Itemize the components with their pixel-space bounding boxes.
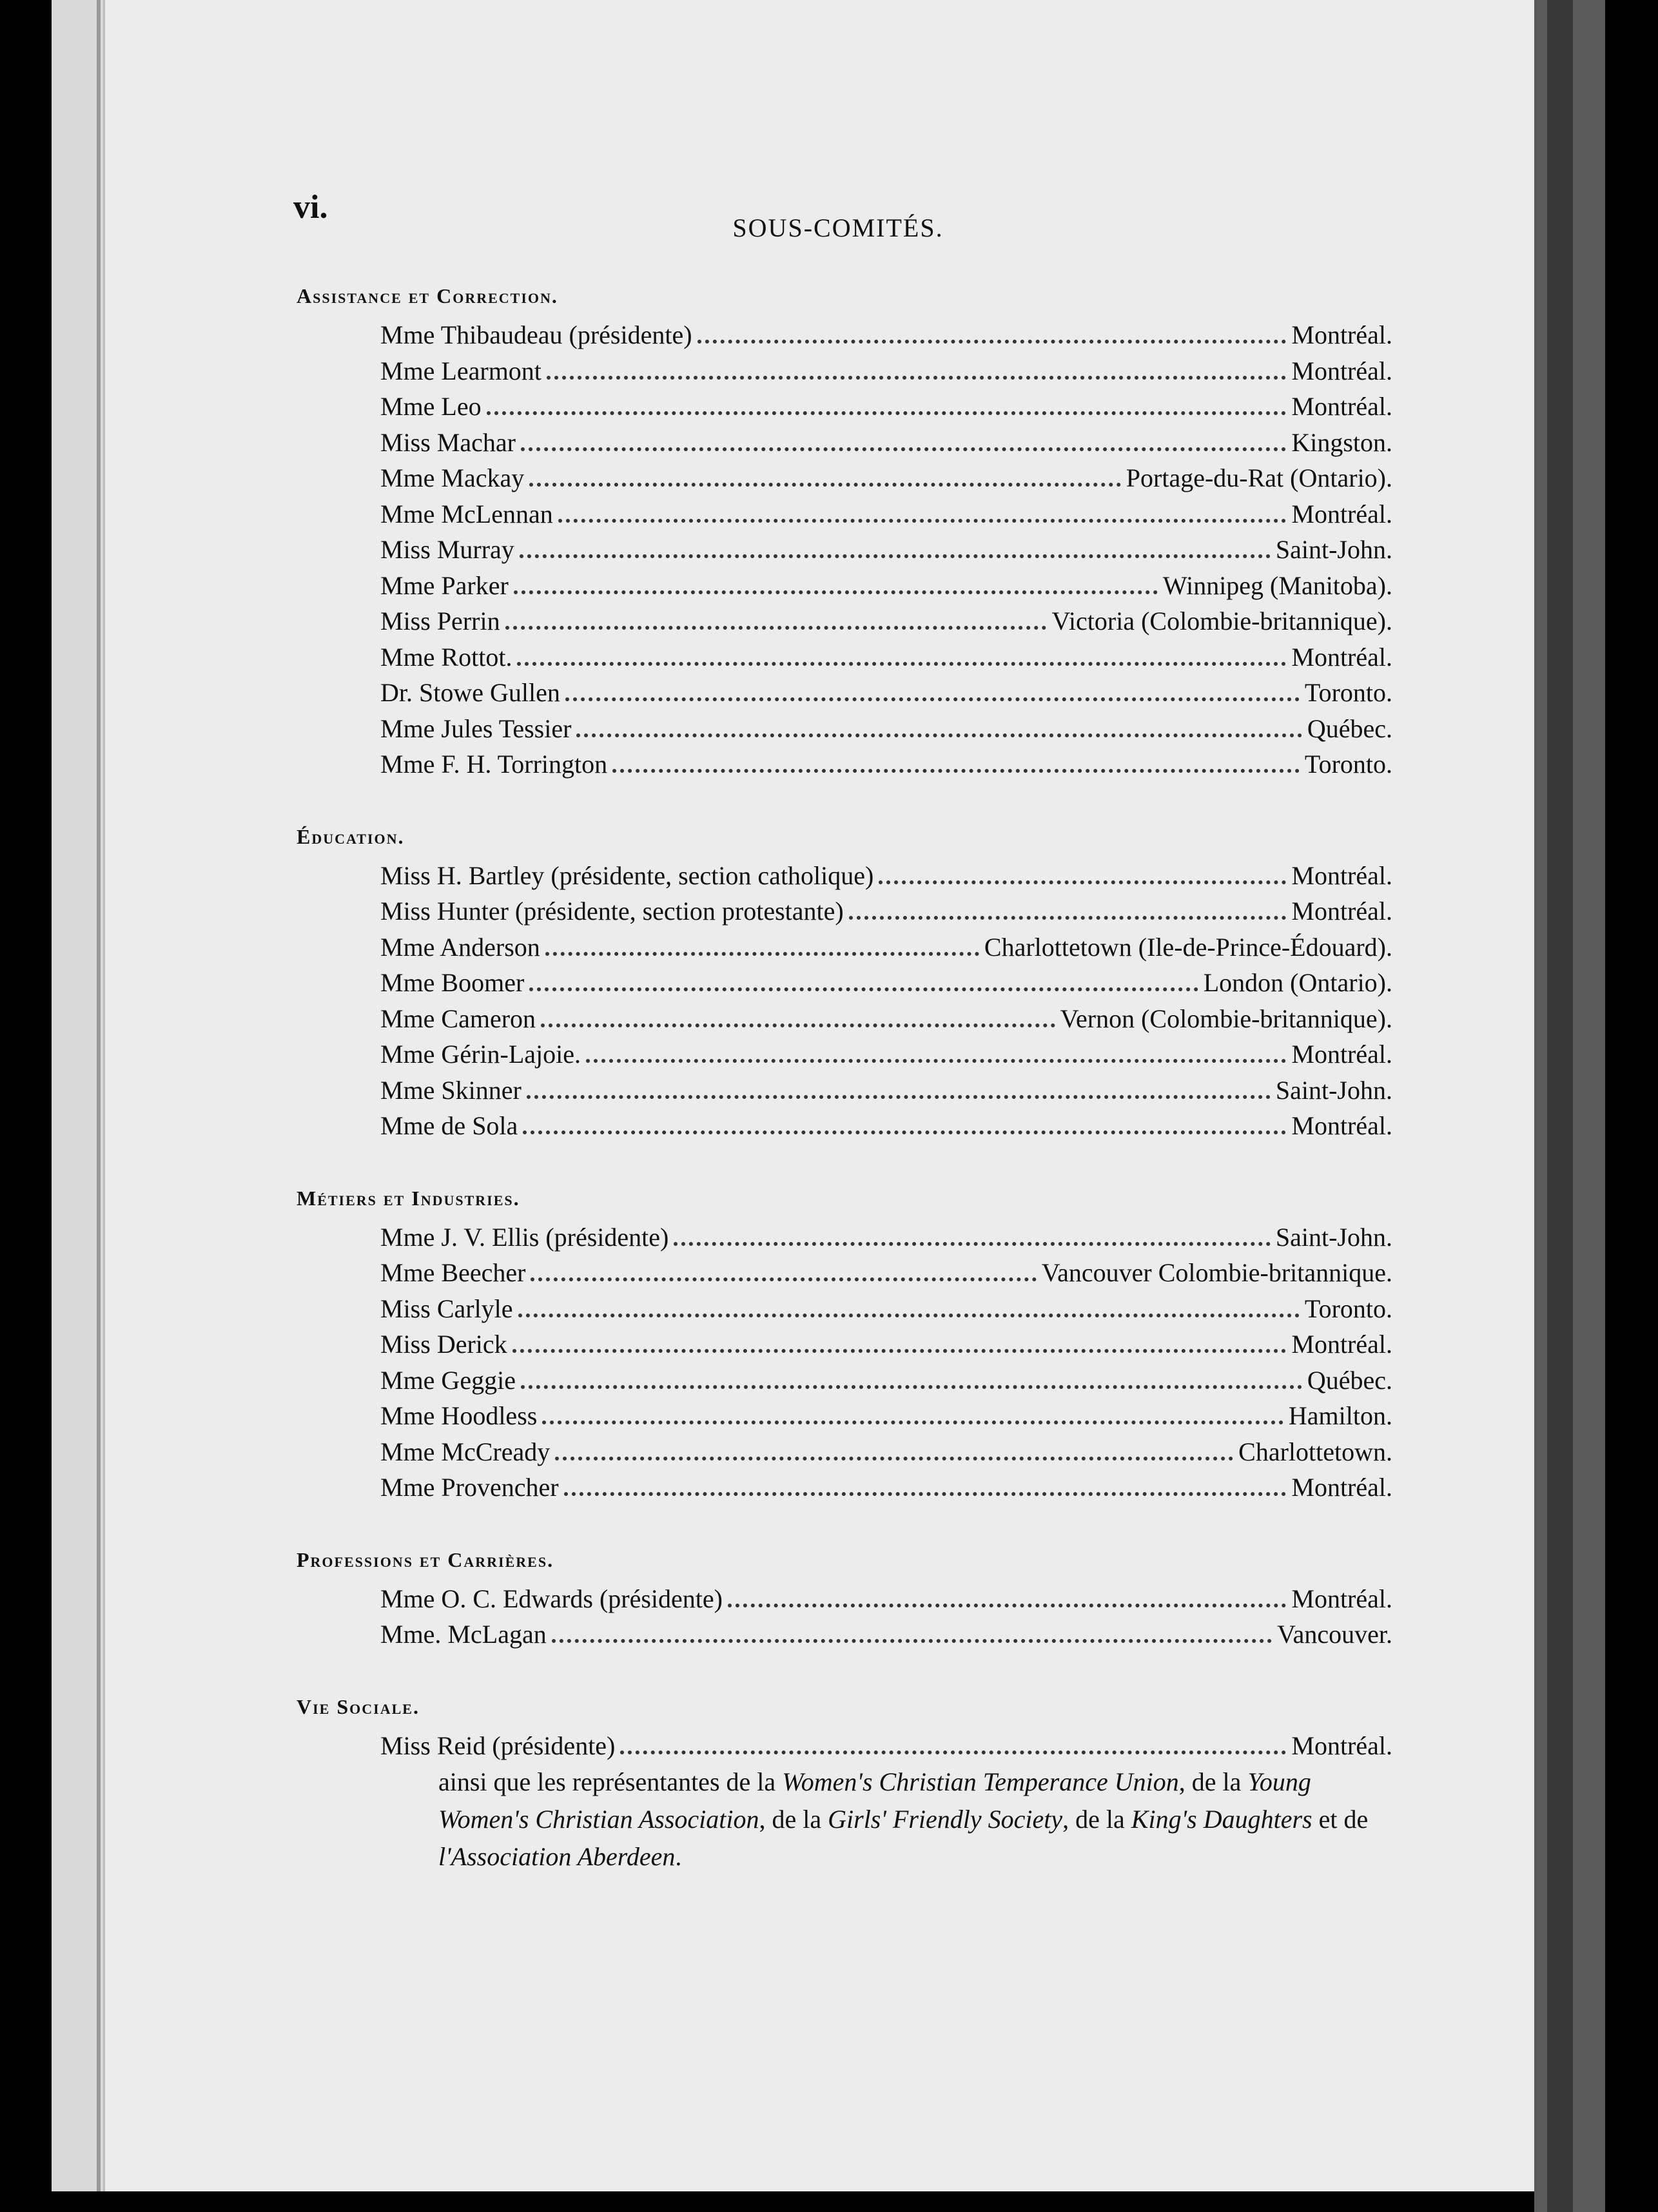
dot-leader xyxy=(531,1277,1036,1281)
dot-leader xyxy=(564,1492,1287,1496)
page-content xyxy=(284,193,1392,1918)
member-name: Miss Carlyle xyxy=(380,1294,513,1323)
section-title: Vie Sociale. xyxy=(297,1694,420,1718)
member-entry xyxy=(380,389,1392,425)
member-entry xyxy=(380,1108,1392,1144)
organization-name: Young Women's Christian Association xyxy=(438,1767,1311,1834)
member-name: Miss Perrin xyxy=(380,606,500,635)
note-text: et de xyxy=(1312,1805,1369,1834)
organization-name: l'Association Aberdeen xyxy=(438,1842,676,1871)
member-place: Victoria (Colombie-britannique). xyxy=(1051,606,1392,635)
member-entry xyxy=(380,965,1392,1001)
section-title: Éducation. xyxy=(297,824,405,848)
member-name: Mme Mackay xyxy=(380,463,525,492)
member-place: Québec. xyxy=(1307,1365,1392,1395)
dot-leader xyxy=(512,1349,1287,1353)
member-place: Montréal. xyxy=(1291,1584,1392,1613)
member-entry xyxy=(380,425,1392,461)
member-place: Montréal. xyxy=(1291,1330,1392,1359)
dot-leader xyxy=(728,1604,1286,1607)
organization-name: Girls' Friendly Society xyxy=(828,1805,1063,1834)
dot-leader xyxy=(697,340,1287,344)
committee-section xyxy=(284,1695,1392,1876)
dot-leader xyxy=(520,554,1271,558)
member-place: Winnipeg (Manitoba). xyxy=(1162,570,1392,600)
member-entry xyxy=(380,1434,1392,1470)
organization-name: King's Daughters xyxy=(1131,1805,1312,1834)
note-text: , de la xyxy=(759,1805,828,1834)
inner-page-edge xyxy=(97,0,101,2191)
member-name: Mme Cameron xyxy=(380,1004,536,1033)
spine-shadow xyxy=(1547,0,1573,2212)
member-place: Hamilton. xyxy=(1288,1401,1392,1430)
dot-leader xyxy=(527,1095,1271,1099)
member-entry xyxy=(380,1616,1392,1653)
member-place: Montréal. xyxy=(1291,1473,1392,1502)
member-place: Toronto. xyxy=(1304,678,1392,707)
member-entry xyxy=(380,603,1392,639)
dot-leader xyxy=(879,880,1286,884)
member-place: Montréal. xyxy=(1291,897,1392,926)
member-name: Miss Derick xyxy=(380,1330,507,1359)
dot-leader xyxy=(558,519,1287,523)
dot-leader xyxy=(521,447,1286,451)
member-place: Montréal. xyxy=(1291,1731,1392,1760)
member-name: Mme Anderson xyxy=(380,932,540,962)
dot-leader xyxy=(620,1751,1286,1754)
note-text: , de la xyxy=(1178,1767,1248,1796)
member-entry xyxy=(380,1219,1392,1256)
dot-leader xyxy=(541,1024,1055,1027)
member-name: Mme McCready xyxy=(380,1437,551,1466)
member-place: Montréal. xyxy=(1291,499,1392,529)
member-place: Saint-John. xyxy=(1275,1222,1392,1252)
member-name: Miss Hunter (présidente, section protestante) xyxy=(380,897,844,926)
member-entry xyxy=(380,1036,1392,1072)
member-name: Miss Reid (présidente) xyxy=(380,1731,616,1760)
member-place: Québec. xyxy=(1307,713,1392,743)
member-entry xyxy=(380,675,1392,711)
dot-leader xyxy=(674,1242,1271,1246)
dot-leader xyxy=(517,662,1286,666)
dot-leader xyxy=(547,376,1286,380)
member-entry xyxy=(380,1072,1392,1109)
member-entry xyxy=(380,711,1392,747)
member-entry xyxy=(380,1363,1392,1399)
member-place: Charlottetown. xyxy=(1238,1437,1392,1466)
member-name: Mme Rottot. xyxy=(380,642,512,672)
member-name: Mme Hoodless xyxy=(380,1401,538,1430)
member-place: Vernon (Colombie-britannique). xyxy=(1060,1004,1392,1033)
section-title: Professions et Carrières. xyxy=(297,1547,554,1571)
member-entry xyxy=(380,893,1392,929)
dot-leader xyxy=(545,952,979,956)
section-note xyxy=(438,1763,1392,1876)
member-entry xyxy=(380,1326,1392,1363)
member-place: Charlottetown (Ile-de-Prince-Édouard). xyxy=(984,932,1392,962)
member-name: Mme Parker xyxy=(380,570,509,600)
committee-section xyxy=(284,1187,1392,1506)
committee-section xyxy=(284,1548,1392,1653)
member-place: Montréal. xyxy=(1291,392,1392,421)
note-text: . xyxy=(675,1842,682,1871)
dot-leader xyxy=(487,411,1287,415)
member-place: Montréal. xyxy=(1291,860,1392,890)
member-name: Mme Provencher xyxy=(380,1473,559,1502)
dot-leader xyxy=(523,1130,1286,1134)
member-name: Mme Leo xyxy=(380,392,482,421)
member-entry xyxy=(380,929,1392,965)
member-place: Montréal. xyxy=(1291,1111,1392,1140)
member-entry xyxy=(380,317,1392,353)
member-name: Mme Thibaudeau (présidente) xyxy=(380,320,692,349)
note-text: , de la xyxy=(1062,1805,1131,1834)
committee-section xyxy=(284,284,1392,782)
organization-name: Women's Christian Temperance Union xyxy=(782,1767,1179,1796)
member-entry xyxy=(380,1398,1392,1434)
dot-leader xyxy=(586,1059,1286,1063)
member-place: London (Ontario). xyxy=(1203,968,1392,997)
member-entry xyxy=(380,1255,1392,1291)
member-name: Mme Boomer xyxy=(380,968,525,997)
dot-leader xyxy=(612,769,1300,773)
member-entry xyxy=(380,460,1392,496)
page-title: SOUS-COMITÉS. xyxy=(732,213,944,242)
member-name: Mme McLennan xyxy=(380,499,553,529)
member-place: Vancouver Colombie-britannique. xyxy=(1041,1258,1392,1287)
member-place: Montréal. xyxy=(1291,1040,1392,1069)
dot-leader xyxy=(505,626,1047,630)
dot-leader xyxy=(529,483,1121,487)
member-entry xyxy=(380,1728,1392,1764)
dot-leader xyxy=(521,1385,1302,1389)
member-name: Mme Learmont xyxy=(380,356,541,385)
member-place: Saint-John. xyxy=(1275,535,1392,564)
section-title: Assistance et Correction. xyxy=(297,284,558,307)
member-name: Mme O. C. Edwards (présidente) xyxy=(380,1584,723,1613)
dot-leader xyxy=(565,697,1300,701)
member-place: Montréal. xyxy=(1291,356,1392,385)
dot-leader xyxy=(542,1421,1283,1424)
member-name: Mme Geggie xyxy=(380,1365,516,1395)
dot-leader xyxy=(552,1639,1272,1643)
member-name: Mme J. V. Ellis (présidente) xyxy=(380,1222,669,1252)
dot-leader xyxy=(576,733,1302,737)
committee-section xyxy=(284,825,1392,1144)
member-entry xyxy=(380,1001,1392,1037)
member-place: Toronto. xyxy=(1304,1294,1392,1323)
member-place: Saint-John. xyxy=(1275,1075,1392,1105)
member-name: Mme Jules Tessier xyxy=(380,713,572,743)
member-place: Montréal. xyxy=(1291,642,1392,672)
dot-leader xyxy=(555,1457,1233,1460)
dot-leader xyxy=(518,1314,1300,1317)
member-name: Mme. McLagan xyxy=(380,1620,547,1649)
member-name: Dr. Stowe Gullen xyxy=(380,678,560,707)
member-name: Mme de Sola xyxy=(380,1111,518,1140)
member-entry xyxy=(380,1581,1392,1617)
member-name: Miss Machar xyxy=(380,427,516,457)
dot-leader xyxy=(529,987,1198,991)
member-name: Miss H. Bartley (présidente, section catholique) xyxy=(380,860,874,890)
member-place: Vancouver. xyxy=(1277,1620,1392,1649)
member-name: Mme Gérin-Lajoie. xyxy=(380,1040,581,1069)
note-text: ainsi que les représentantes de la xyxy=(438,1767,783,1796)
member-place: Portage-du-Rat (Ontario). xyxy=(1126,463,1392,492)
member-entry xyxy=(380,1291,1392,1327)
member-entry xyxy=(380,568,1392,604)
member-entry xyxy=(380,532,1392,568)
member-entry xyxy=(380,858,1392,894)
member-name: Mme F. H. Torrington xyxy=(380,750,608,779)
member-name: Mme Skinner xyxy=(380,1075,522,1105)
dot-leader xyxy=(514,590,1158,594)
member-entry xyxy=(380,639,1392,675)
member-entry xyxy=(380,1470,1392,1506)
member-entry xyxy=(380,746,1392,782)
member-name: Miss Murray xyxy=(380,535,514,564)
member-entry xyxy=(380,496,1392,532)
sections xyxy=(284,284,1392,1876)
member-entry xyxy=(380,353,1392,389)
member-place: Kingston. xyxy=(1291,427,1392,457)
member-name: Mme Beecher xyxy=(380,1258,526,1287)
member-place: Montréal. xyxy=(1291,320,1392,349)
section-title: Métiers et Industries. xyxy=(297,1186,520,1210)
page-number: vi. xyxy=(293,189,328,226)
dot-leader xyxy=(849,916,1287,920)
member-place: Toronto. xyxy=(1304,750,1392,779)
